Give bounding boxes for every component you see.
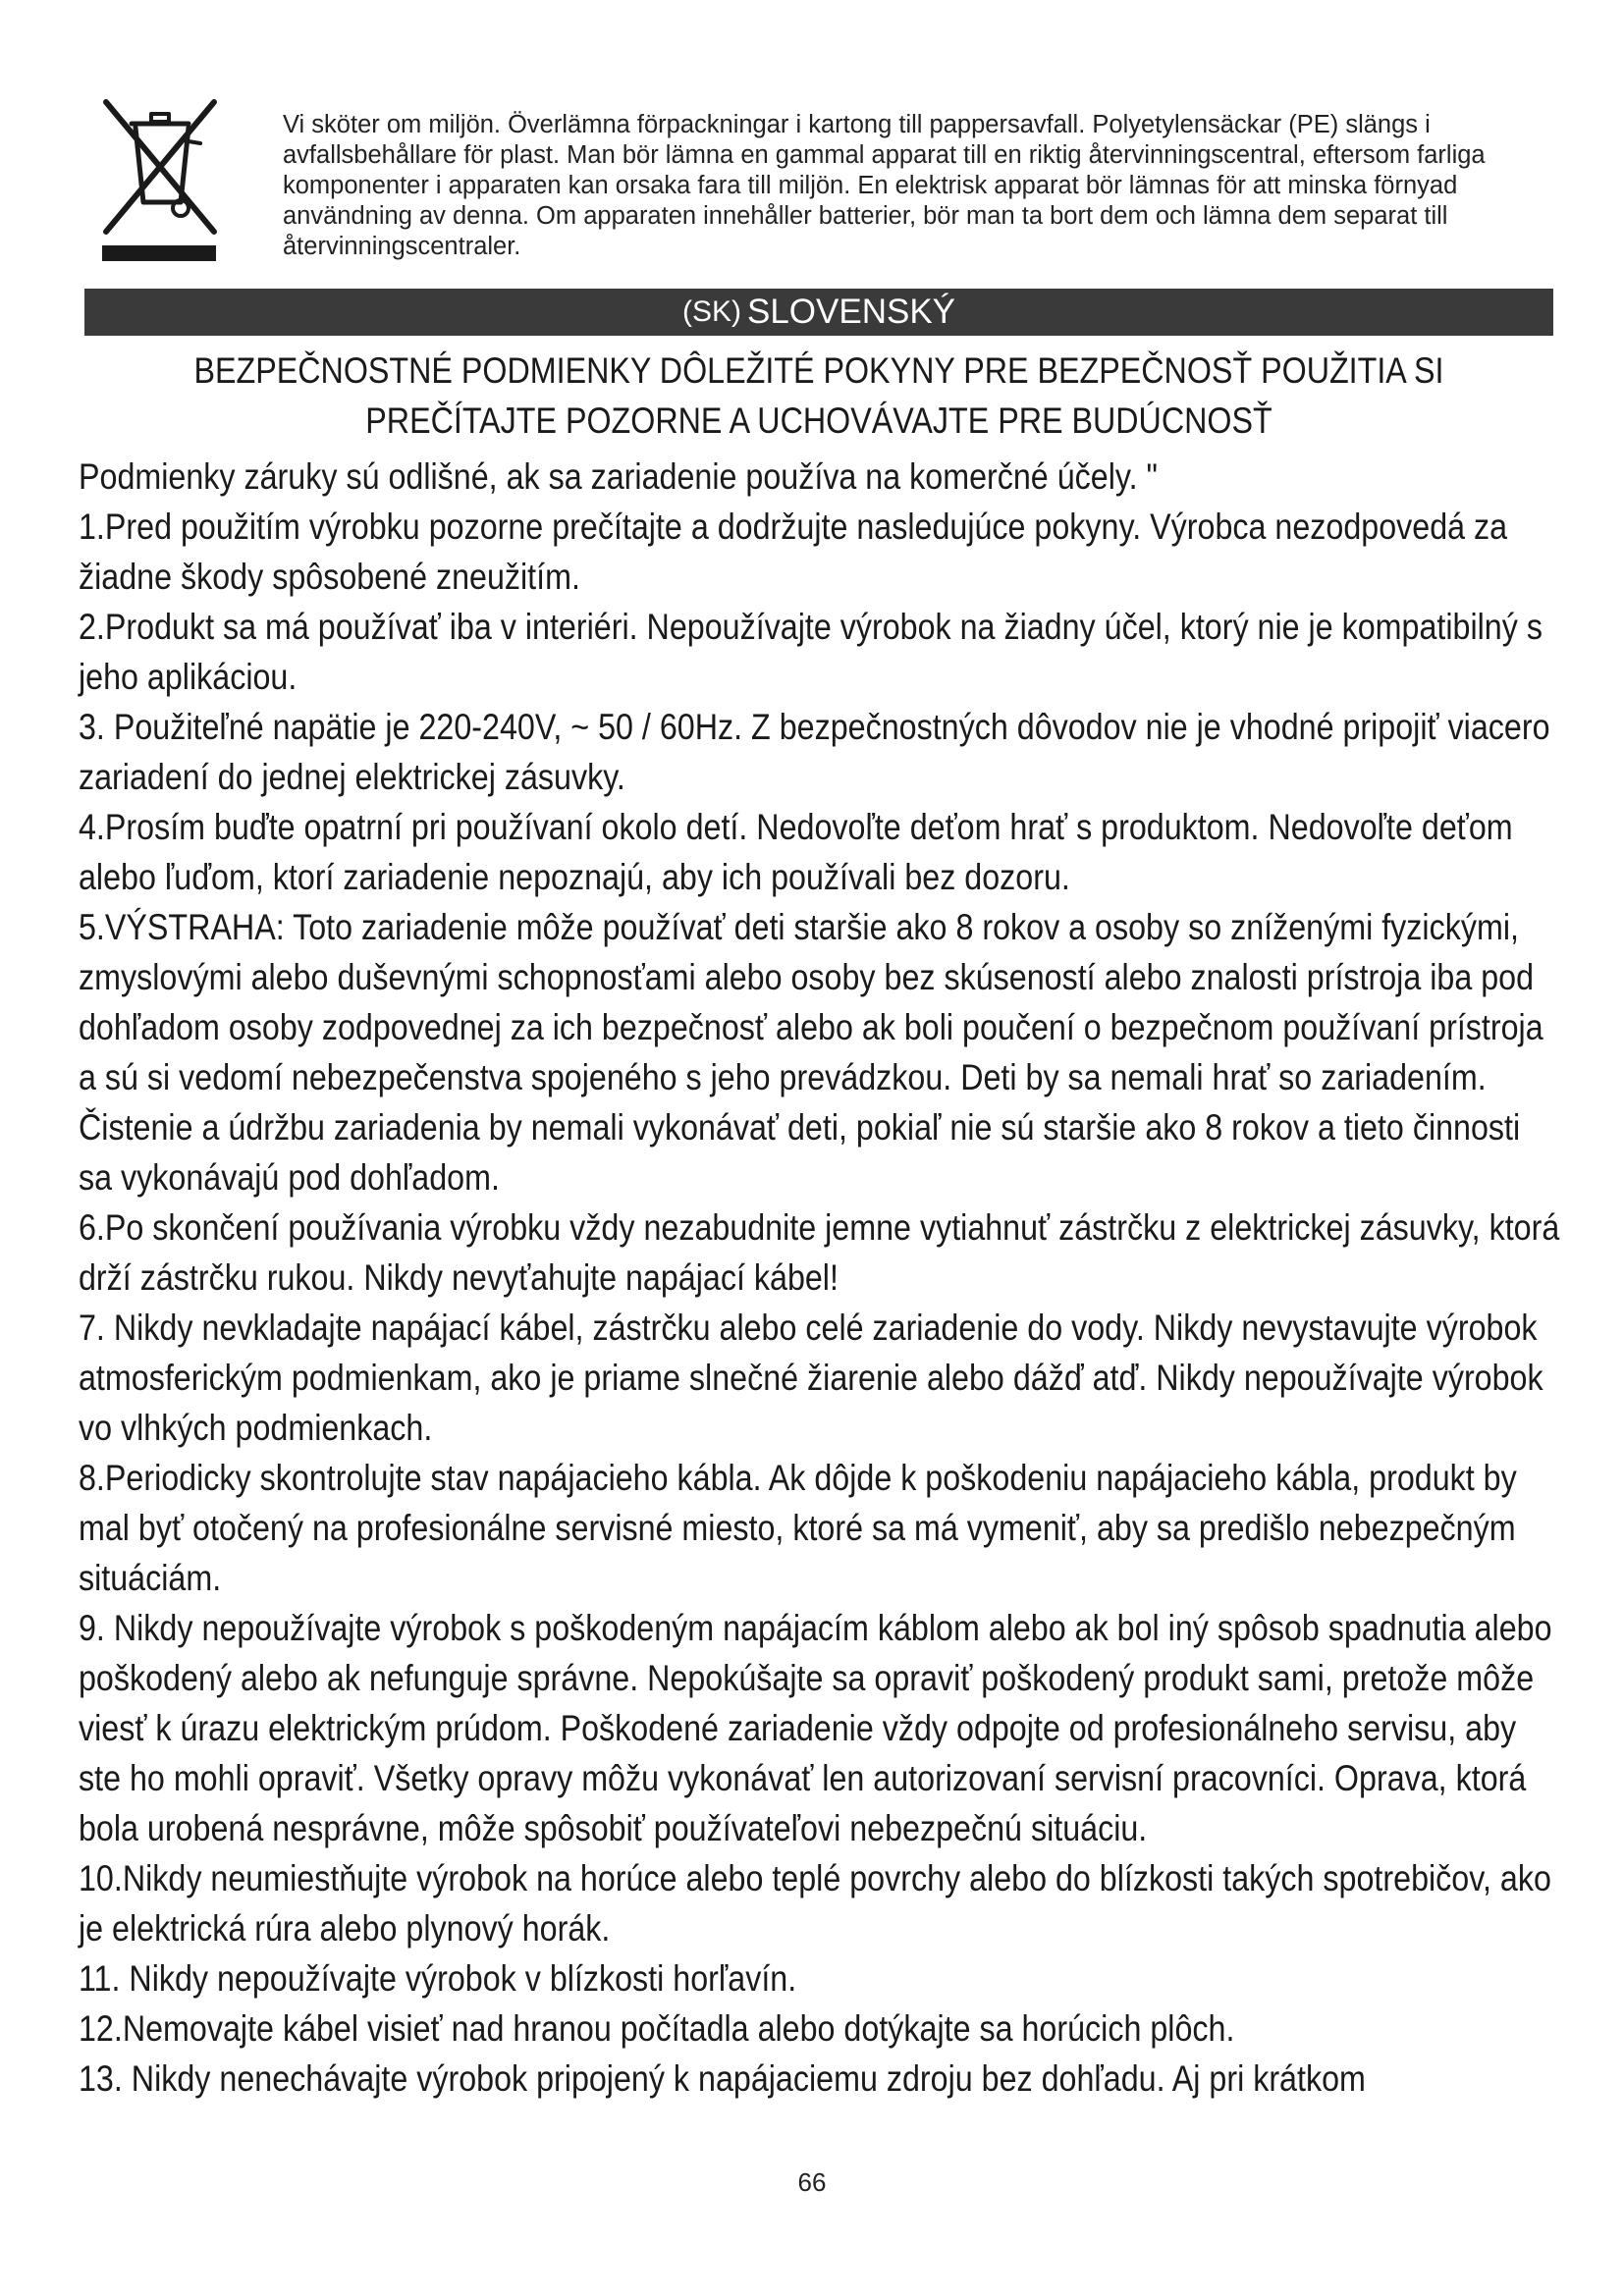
- crossed-out-wheelie-bin-icon: [98, 94, 220, 267]
- instruction-item: 2.Produkt sa má používať iba v interiéri. Nepoužívajte výrobok na žiadny účel, ktorý nie je kompatibilný s jeho aplikáciou.: [79, 606, 1543, 697]
- page-number: 66: [797, 2167, 827, 2197]
- instructions-body: [79, 452, 1560, 2104]
- safety-heading: [183, 346, 1456, 446]
- safety-heading-line-1: BEZPEČNOSTNÉ PODMIENKY DÔLEŽITÉ POKYNY PRE BEZPEČNOSŤ POUŽITIA SI: [193, 349, 1444, 391]
- instruction-item: 12.Nemovajte kábel visieť nad hranou počítadla alebo dotýkajte sa horúcich plôch.: [79, 2007, 1235, 2049]
- instruction-item: 13. Nikdy nenechávajte výrobok pripojený k napájaciemu zdroju bez dohľadu. Aj pri krátkom: [79, 2057, 1366, 2099]
- instruction-item: 3. Použiteľné napätie je 220-240V, ~ 50 / 60Hz. Z bezpečnostných dôvodov nie je vhodné pripojiť viacero zariadení do jednej elektrickej zásuvky.: [79, 706, 1550, 797]
- instruction-item: 1.Pred použitím výrobku pozorne prečítajte a dodržujte nasledujúce pokyny. Výrobca nezodpovedá za žiadne škody spôsobené zneužitím.: [79, 506, 1508, 597]
- instruction-item: 9. Nikdy nepoužívajte výrobok s poškodeným napájacím káblom alebo ak bol iný spôsob spadnutia alebo poškodený alebo ak nefunguje správne. Nepokúšajte sa opraviť poškodený produkt sami, pretože môže viesť k úrazu elektrickým prúdom. Poškodené zariadenie vždy odpojte od profesionálneho servisu, aby ste ho mohli opraviť. Všetky opravy môžu vykonávať len autorizovaní servisní pracovníci. Oprava, ktorá bola urobená nesprávne, môže spôsobiť používateľovi nebezpečnú situáciu.: [79, 1607, 1552, 1848]
- instruction-item: 11. Nikdy nepoužívajte výrobok v blízkosti horľavín.: [79, 1957, 797, 1999]
- language-code: (SK): [681, 295, 741, 328]
- instruction-item: 5.VÝSTRAHA: Toto zariadenie môže používať deti staršie ako 8 rokov a osoby so zníženými fyzickými, zmyslovými alebo duševnými schopnosťami alebo osoby bez skúseností alebo znalosti prístroja iba pod dohľadom osoby zodpovednej za ich bezpečnosť alebo ak boli poučení o bezpečnom používaní prístroja a sú si vedomí nebezpečenstva spojeného s jeho prevádzkou. Deti by sa nemali hrať so zariadením. Čistenie a údržbu zariadenia by nemali vykonávať deti, pokiaľ nie sú staršie ako 8 rokov a tieto činnosti sa vykonávajú pod dohľadom.: [79, 906, 1543, 1198]
- language-name: SLOVENSKÝ: [746, 293, 956, 331]
- language-section-bar: [84, 289, 1553, 336]
- instruction-item: 4.Prosím buďte opatrní pri používaní okolo detí. Nedovoľte deťom hrať s produktom. Nedovoľte deťom alebo ľuďom, ktorí zariadenie nepoznajú, aby ich používali bez dozoru.: [79, 806, 1513, 897]
- recycling-notice: Vi sköter om miljön. Överlämna förpackningar i kartong till pappersavfall. Polyetylensäckar (PE) slängs i avfallsbehållare för plast. Man bör lämna en gammal apparat till en riktig återvinningscentral, eftersom farliga komponenter i apparaten kan orsaka fara till miljön. En elektrisk apparat bör lämnas för att minska förnyad användning av denna. Om apparaten innehåller batterier, bör man ta bort dem och lämna dem separat till återvinningscentraler.: [283, 111, 1486, 260]
- instruction-item: 8.Periodicky skontrolujte stav napájacieho kábla. Ak dôjde k poškodeniu napájacieho kábla, produkt by mal byť otočený na profesionálne servisné miesto, ktoré sa má vymeniť, aby sa predišlo nebezpečným situáciám.: [79, 1457, 1517, 1598]
- instruction-item: 7. Nikdy nevkladajte napájací kábel, zástrčku alebo celé zariadenie do vody. Nikdy nevystavujte výrobok atmosferickým podmienkam, ako je priame slnečné žiarenie alebo dážď atď. Nikdy nepoužívajte výrobok vo vlhkých podmienkach.: [79, 1307, 1543, 1448]
- instruction-item: 6.Po skončení používania výrobku vždy nezabudnite jemne vytiahnuť zástrčku z elektrickej zásuvky, ktorá drží zástrčku rukou. Nikdy nevyťahujte napájací kábel!: [79, 1206, 1560, 1298]
- warranty-note: Podmienky záruky sú odlišné, ak sa zariadenie používa na komerčné účely. ": [79, 455, 1158, 497]
- safety-heading-line-2: PREČÍTAJTE POZORNE A UCHOVÁVAJTE PRE BUDÚCNOSŤ: [365, 400, 1272, 441]
- instruction-item: 10.Nikdy neumiestňujte výrobok na horúce alebo teplé povrchy alebo do blízkosti takých spotrebičov, ako je elektrická rúra alebo plynový horák.: [79, 1857, 1551, 1949]
